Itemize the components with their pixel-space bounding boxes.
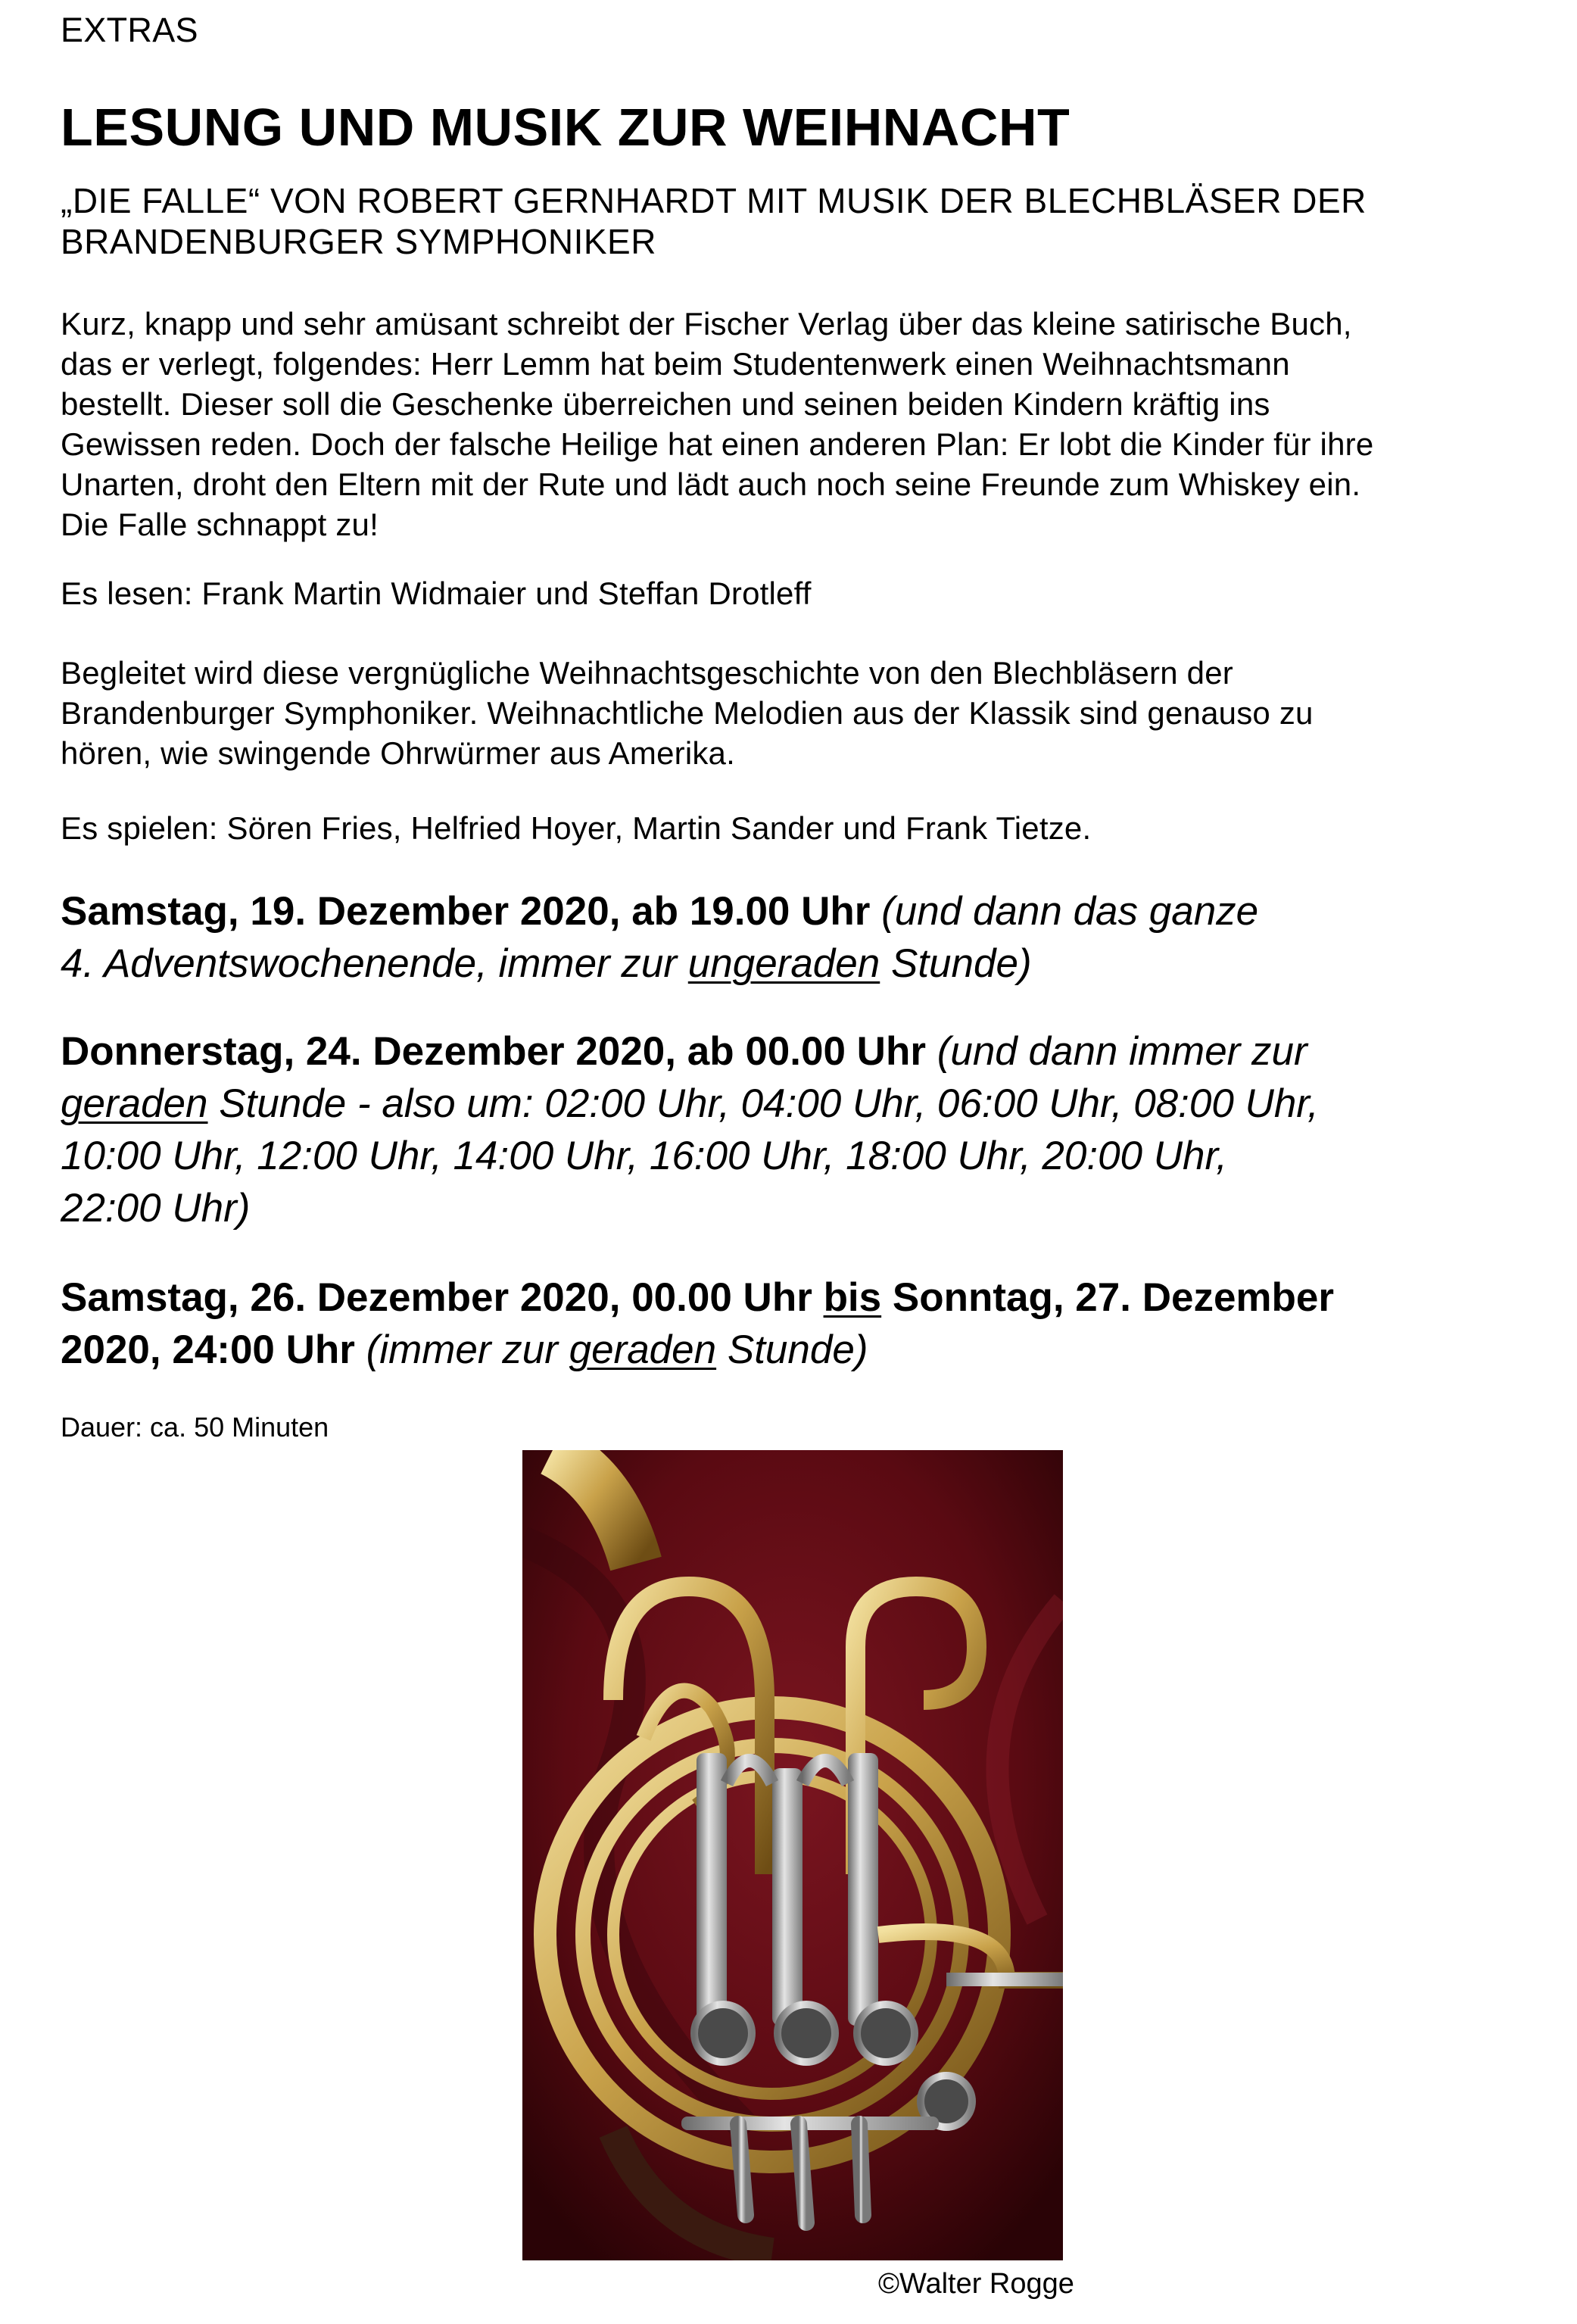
page-title: LESUNG UND MUSIK ZUR WEIHNACHT — [61, 98, 1071, 157]
french-horn-photo — [522, 1450, 1063, 2260]
date-note: (immer zur — [366, 1327, 558, 1372]
text-line: Unarten, droht den Eltern mit der Rute und lädt auch noch seine Freunde zum Whiskey ein. — [61, 466, 1361, 502]
subtitle-line: BRANDENBURGER SYMPHONIKER — [61, 222, 656, 261]
date-note: Stunde) — [890, 941, 1032, 986]
date-note: (und dann das ganze — [881, 889, 1259, 934]
text-line: hören, wie swingende Ohrwürmer aus Amerika. — [61, 735, 735, 771]
date-note-emphasis: geraden — [569, 1327, 717, 1372]
date-note: (und dann immer zur — [937, 1029, 1307, 1074]
section-label: EXTRAS — [61, 11, 198, 49]
date-note-emphasis: ungeraden — [687, 941, 880, 986]
date-note: 4. Adventswochenende, immer zur — [61, 941, 678, 986]
players-line: Es spielen: Sören Fries, Helfried Hoyer, Martin Sander und Frank Tietze. — [61, 810, 1092, 846]
date-bold: Samstag, 26. Dezember 2020, 00.00 Uhr — [61, 1275, 812, 1320]
subtitle — [61, 180, 1529, 262]
duration-note: Dauer: ca. 50 Minuten — [61, 1412, 329, 1443]
text-line: Gewissen reden. Doch der falsche Heilige hat einen anderen Plan: Er lobt die Kinder für ihre — [61, 426, 1374, 462]
date-bold: Donnerstag, 24. Dezember 2020, ab 00.00 Uhr — [61, 1029, 926, 1074]
subtitle-line: „DIE FALLE“ VON ROBERT GERNHARDT MIT MUSIK DER BLECHBLÄSER DER — [61, 181, 1367, 220]
date-bold: Sonntag, 27. Dezember — [892, 1275, 1335, 1320]
music-paragraph — [61, 653, 1537, 773]
readers-line: Es lesen: Frank Martin Widmaier und Steffan Drotleff — [61, 576, 812, 611]
text-line: Die Falle schnappt zu! — [61, 507, 379, 542]
date-note: 22:00 Uhr) — [61, 1186, 251, 1231]
french-horn-illustration — [522, 1450, 1063, 2260]
description-paragraph — [61, 304, 1537, 544]
date-bold: 2020, 24:00 Uhr — [61, 1327, 355, 1372]
date-note-emphasis: geraden — [61, 1081, 208, 1126]
date-note: 10:00 Uhr, 12:00 Uhr, 14:00 Uhr, 16:00 Uhr, 18:00 Uhr, 20:00 Uhr, — [61, 1134, 1227, 1178]
date-entry-3 — [61, 1271, 1537, 1376]
photo-credit: ©Walter Rogge — [878, 2268, 1074, 2300]
date-note: Stunde - also um: 02:00 Uhr, 04:00 Uhr, 06:00 Uhr, 08:00 Uhr, — [219, 1081, 1319, 1126]
date-entry-1 — [61, 885, 1537, 990]
text-line: Kurz, knapp und sehr amüsant schreibt der Fischer Verlag über das kleine satirische Buch, — [61, 306, 1352, 342]
text-line: Begleitet wird diese vergnügliche Weihnachtsgeschichte von den Blechbläsern der — [61, 655, 1233, 691]
date-entry-2 — [61, 1025, 1537, 1234]
text-line: das er verlegt, folgendes: Herr Lemm hat beim Studentenwerk einen Weihnachtsmann — [61, 346, 1290, 382]
date-bold-emphasis: bis — [823, 1275, 882, 1320]
text-line: Brandenburger Symphoniker. Weihnachtliche Melodien aus der Klassik sind genauso zu — [61, 695, 1314, 731]
date-note: Stunde) — [727, 1327, 868, 1372]
text-line: bestellt. Dieser soll die Geschenke überreichen und seinen beiden Kindern kräftig ins — [61, 386, 1270, 422]
date-bold: Samstag, 19. Dezember 2020, ab 19.00 Uhr — [61, 889, 871, 934]
